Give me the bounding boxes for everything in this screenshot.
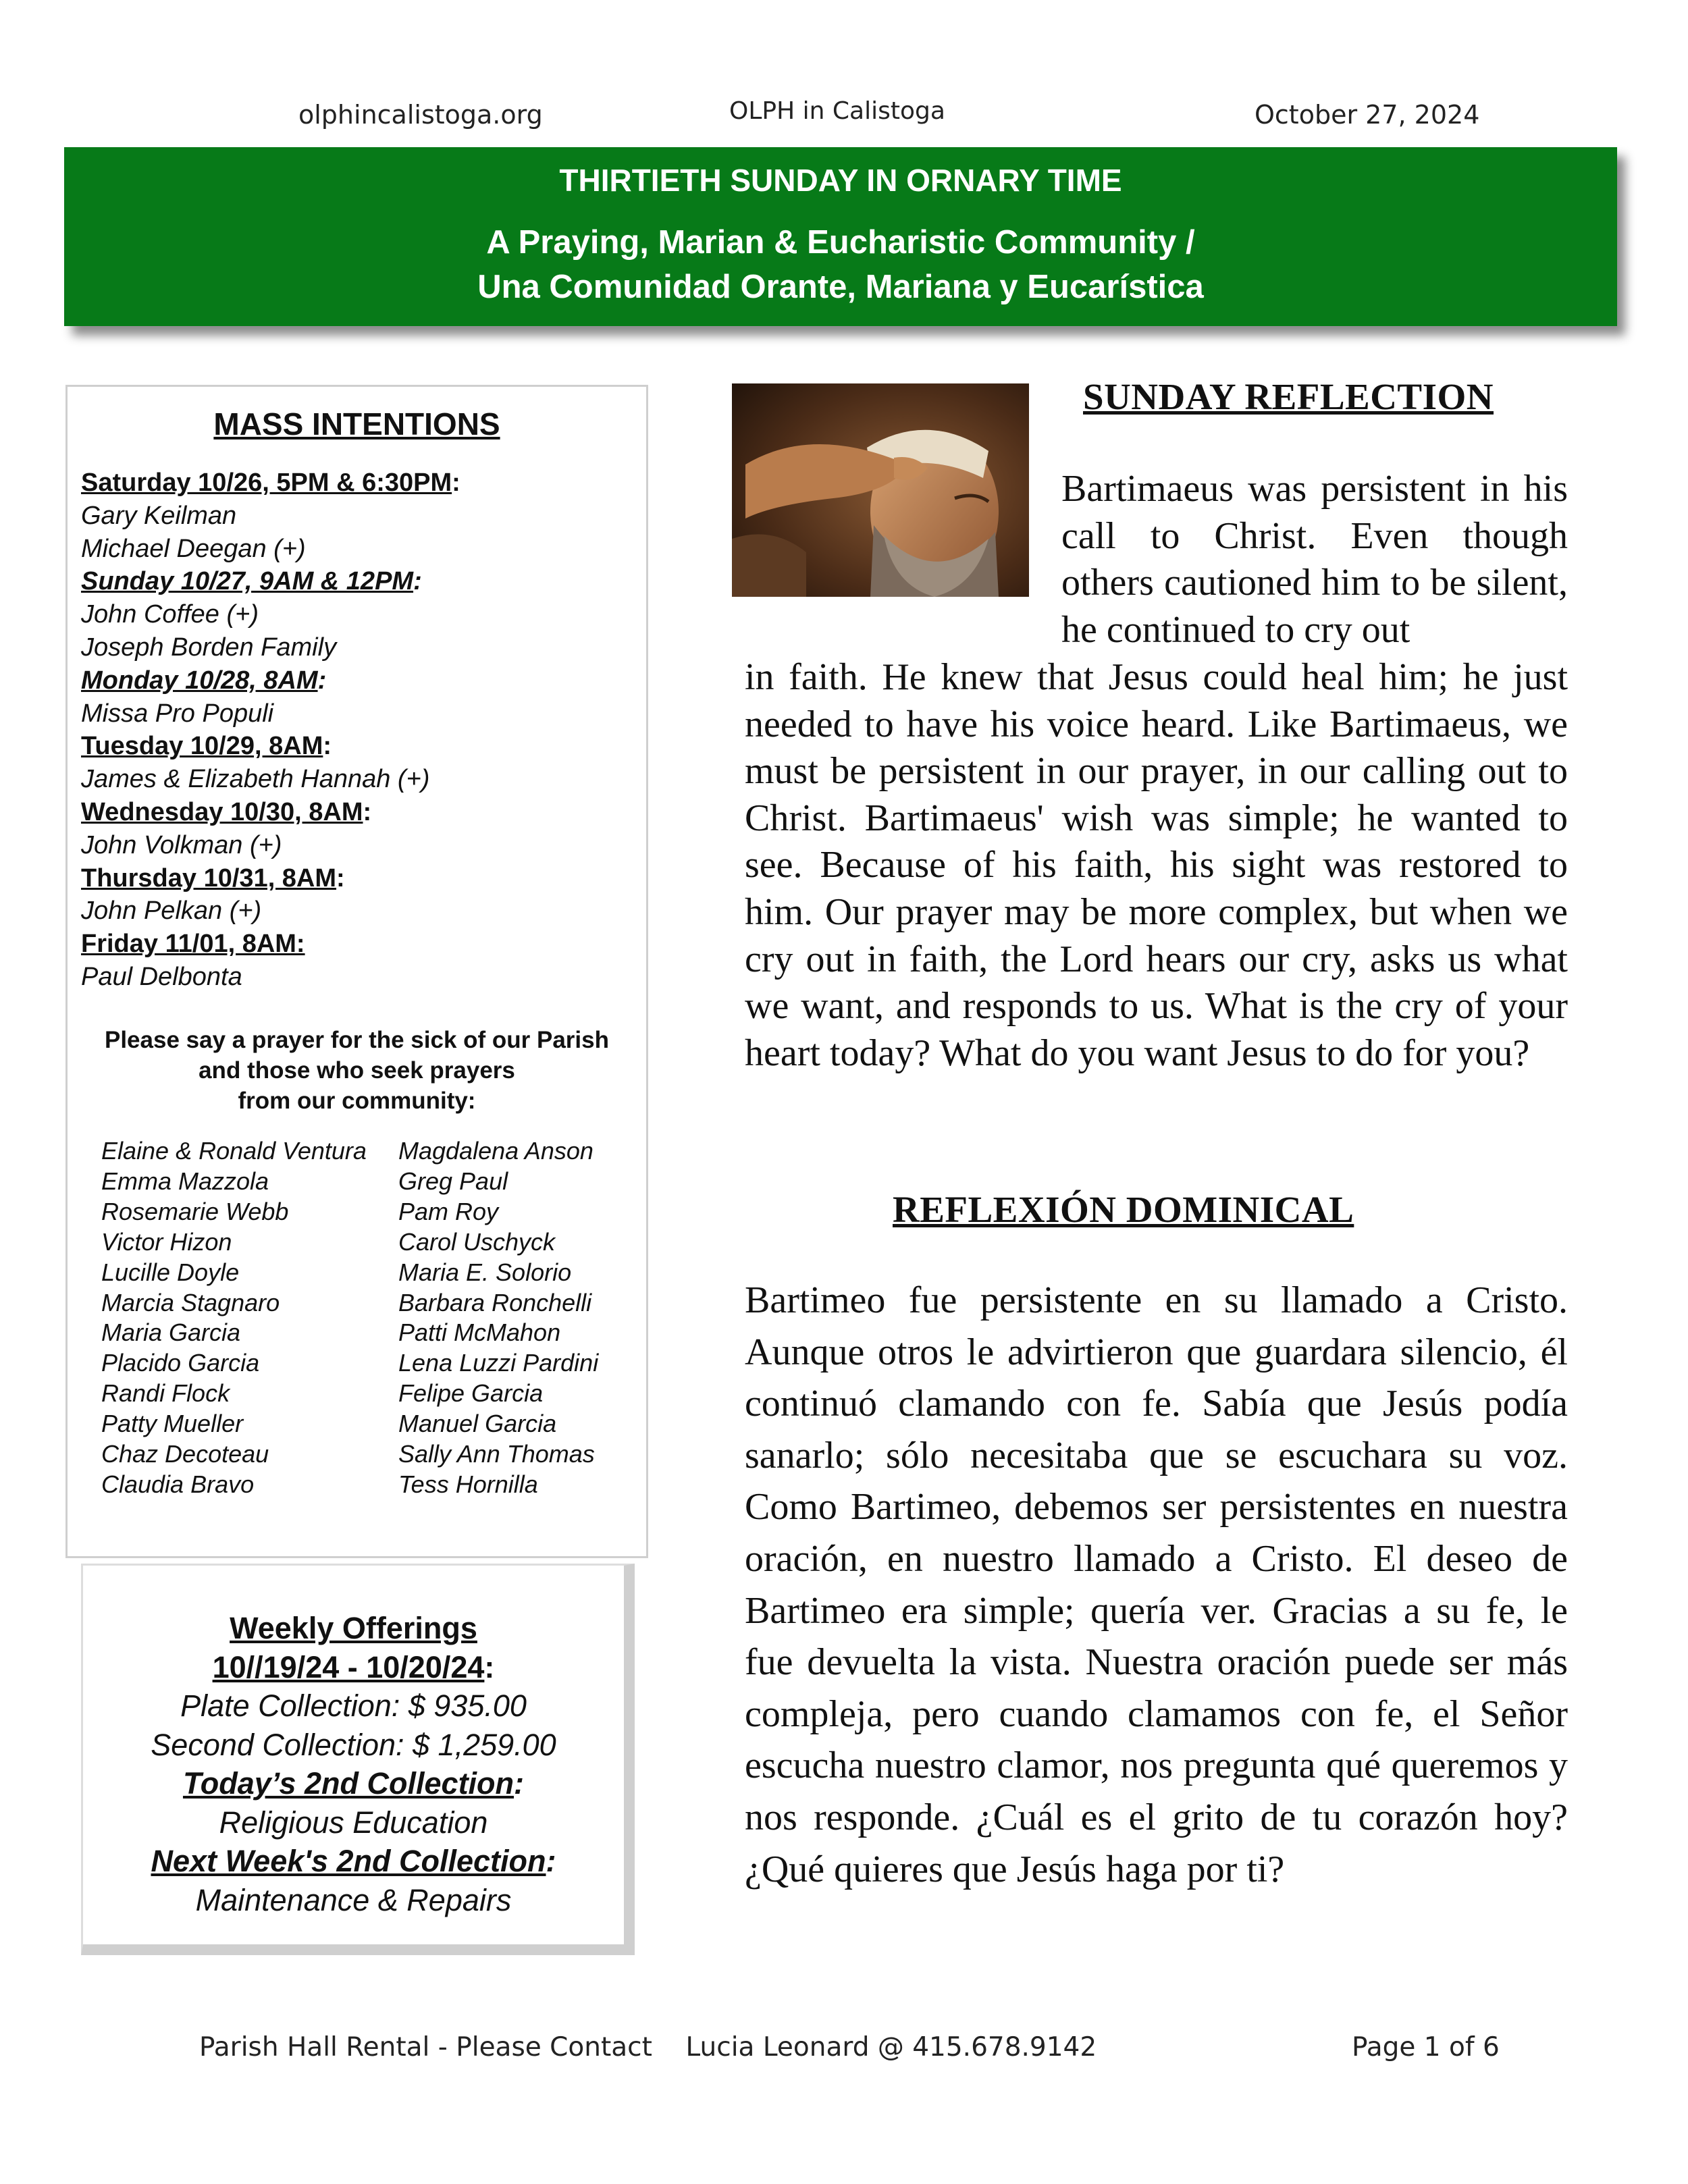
sunday-reflection-title: SUNDAY REFLECTION xyxy=(1083,376,1494,417)
reflexion-dominical-body: Bartimeo fue persistente en su llamado a Cristo. Aunque otros le advirtieron que guardara silencio, él continuó clamando con fe. Sabía que Jesús podía sanarlo; sólo necesitaba que se escuchara su voz. Como Bartimeo, debemos ser persistentes en nuestra oración, en nuestro llamado a Cristo. El deseo de Bartimeo era simple; quería ver. Gracias a su fe, le fue devuelta la vista. Nuestra oración puede ser más compleja, pero cuando clamamos con fe, el Señor escucha nuestro clamor, nos pregunta qué queremos y nos responde. ¿Cuál es el grito de tu corazón hoy? ¿Qué quieres que Jesús haga por ti? xyxy=(745,1279,1568,1890)
mass-day: Tuesday 10/29, 8AM: xyxy=(81,732,332,761)
next-collection-label: Next Week's 2nd Collection: xyxy=(151,1844,556,1878)
list-item: Patty Mueller xyxy=(101,1410,244,1438)
offerings-period: 10//19/24 - 10/20/24: xyxy=(212,1649,495,1684)
mass-day: Wednesday 10/30, 8AM: xyxy=(81,797,372,826)
list-item: Magdalena Anson xyxy=(398,1137,594,1165)
sick-list-right xyxy=(398,1136,641,1500)
list-item: Maria Garcia xyxy=(101,1319,241,1347)
plate-collection: Plate Collection: $ 935.00 xyxy=(180,1688,527,1723)
title-banner xyxy=(64,147,1617,326)
hall-rental-contact: Parish Hall Rental - Please Contact Lucia Leonard @ 415.678.9142 xyxy=(199,2032,1097,2062)
parish-name: OLPH in Calistoga xyxy=(729,97,945,125)
mass-day: Friday 11/01, 8AM: xyxy=(81,930,305,959)
page-number: Page 1 of 6 xyxy=(1352,2032,1500,2062)
list-item: Pam Roy xyxy=(398,1197,499,1225)
mass-day: Monday 10/28, 8AM: xyxy=(81,666,327,695)
intention-name: James & Elizabeth Hannah (+) xyxy=(81,765,430,794)
intention-name: Joseph Borden Family xyxy=(81,633,337,662)
list-item: Marcia Stagnaro xyxy=(101,1288,280,1316)
banner-subtitle-en: A Praying, Marian & Eucharistic Community / xyxy=(486,224,1195,261)
list-item: Lucille Doyle xyxy=(101,1258,240,1286)
list-item: Elaine & Ronald Ventura xyxy=(101,1137,367,1165)
site-url[interactable]: olphincalistoga.org xyxy=(298,100,543,130)
list-item: Maria E. Solorio xyxy=(398,1258,572,1286)
list-item: Tess Hornilla xyxy=(398,1470,538,1498)
banner-subtitle xyxy=(64,220,1617,309)
list-item: Felipe Garcia xyxy=(398,1379,544,1408)
weekly-offerings-box xyxy=(81,1564,635,1955)
mass-day: Thursday 10/31, 8AM: xyxy=(81,863,345,893)
sunday-reflection-intro: Bartimaeus was persistent in his call to Christ. Even though others cautioned him to be silent, he continued to cry out xyxy=(1061,468,1568,651)
list-item: Rosemarie Webb xyxy=(101,1197,289,1225)
banner-title: THIRTIETH SUNDAY IN ORNARY TIME xyxy=(559,163,1122,198)
intention-name: John Pelkan (+) xyxy=(81,897,262,926)
mass-intentions-list xyxy=(81,467,635,994)
list-item: Manuel Garcia xyxy=(398,1410,557,1438)
reflexion-dominical-title: REFLEXIÓN DOMINICAL xyxy=(893,1189,1354,1230)
sick-list-left xyxy=(101,1136,398,1500)
prayer-request-note: Please say a prayer for the sick of our Parish and those who seek prayers from our community: xyxy=(104,1027,609,1114)
today-collection-value: Religious Education xyxy=(219,1805,488,1840)
page-header xyxy=(0,97,1688,140)
mass-intentions-title: MASS INTENTIONS xyxy=(213,406,500,442)
mass-day: Sunday 10/27, 9AM & 12PM: xyxy=(81,567,422,596)
intention-name: Paul Delbonta xyxy=(81,962,242,991)
today-collection-label: Today’s 2nd Collection: xyxy=(182,1766,525,1801)
list-item: Randi Flock xyxy=(101,1379,230,1408)
list-item: Carol Uschyck xyxy=(398,1227,556,1256)
intention-name: Michael Deegan (+) xyxy=(81,534,306,563)
mass-day: Saturday 10/26, 5PM & 6:30PM: xyxy=(81,469,460,497)
list-item: Greg Paul xyxy=(398,1167,508,1195)
intention-name: John Volkman (+) xyxy=(81,830,282,859)
next-collection-value: Maintenance & Repairs xyxy=(195,1882,512,1917)
list-item: Victor Hizon xyxy=(101,1227,232,1256)
list-item: Patti McMahon xyxy=(398,1319,561,1347)
sunday-reflection-body: in faith. He knew that Jesus could heal him; he just needed to have his voice heard. Like Bartimaeus, we must be persistent in our prayer, in our calling out to Christ. Bartimaeus' wish was simple; he wanted to see. Because of his faith, his sight was restored to him. Our prayer may be more complex, but when we cry out in faith, the Lord hears our cry, asks us what we want, and responds to us. What is the cry of your heart today? What do you want Jesus to do for you? xyxy=(745,656,1568,1074)
banner-subtitle-es: Una Comunidad Orante, Mariana y Eucarística xyxy=(477,269,1204,305)
list-item: Sally Ann Thomas xyxy=(398,1440,595,1468)
list-item: Barbara Ronchelli xyxy=(398,1288,592,1316)
intention-name: Gary Keilman xyxy=(81,501,237,530)
bartimaeus-healing-image xyxy=(732,383,1029,597)
intention-name: John Coffee (+) xyxy=(81,600,259,629)
list-item: Claudia Bravo xyxy=(101,1470,255,1498)
list-item: Placido Garcia xyxy=(101,1349,260,1377)
list-item: Lena Luzzi Pardini xyxy=(398,1349,599,1377)
offerings-title: Weekly Offerings xyxy=(230,1611,477,1645)
second-collection: Second Collection: $ 1,259.00 xyxy=(151,1727,556,1762)
bulletin-date: October 27, 2024 xyxy=(1255,100,1480,130)
list-item: Chaz Decoteau xyxy=(101,1440,269,1468)
mass-intentions-box xyxy=(65,385,648,1558)
list-item: Emma Mazzola xyxy=(101,1167,269,1195)
intention-name: Missa Pro Populi xyxy=(81,699,274,728)
